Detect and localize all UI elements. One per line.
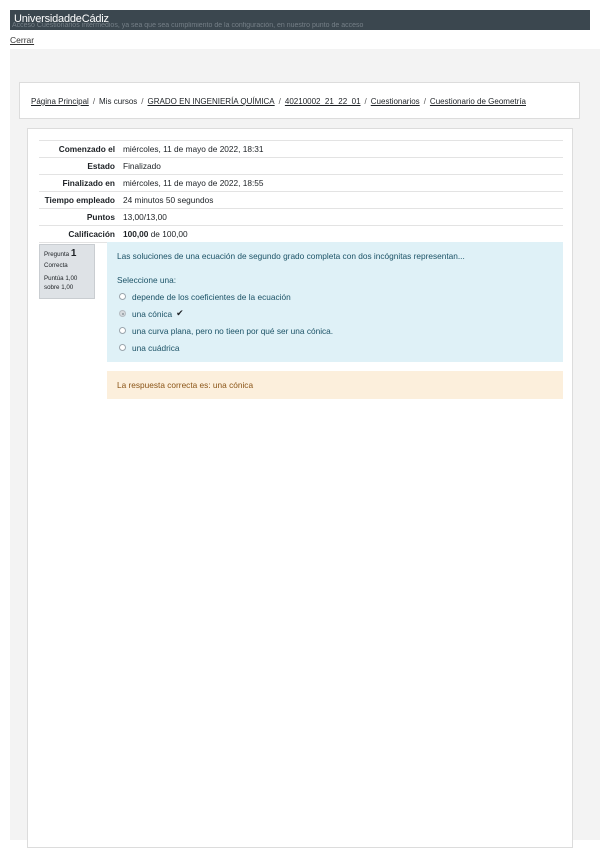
table-row	[39, 141, 563, 158]
university-logo[interactable]: UniversidaddeCádiz	[14, 13, 109, 25]
question-formulation	[107, 242, 563, 362]
breadcrumb-separator: /	[364, 97, 367, 106]
answer-list	[117, 288, 553, 356]
radio-button[interactable]	[119, 327, 126, 334]
faded-notice-text: Acceso Cuestionarios intermedios, ya sea que sea cumplimiento de la configuración, en nuestro punto de acceso	[12, 22, 364, 29]
breadcrumb-item-home[interactable]: Página Principal	[31, 97, 89, 106]
summary-label: Finalizado en	[62, 178, 115, 188]
table-row	[39, 209, 563, 226]
answer-label: una cuádrica	[132, 342, 180, 353]
breadcrumb-item-quiz[interactable]: Cuestionario de Geometría	[429, 97, 526, 106]
question-state: Correcta	[44, 262, 68, 269]
question-label: Pregunta	[44, 251, 70, 258]
question-info-box	[39, 244, 95, 299]
breadcrumb	[31, 97, 526, 106]
question-number: 1	[70, 248, 77, 259]
grade-total: de 100,00	[148, 229, 188, 239]
grade-value: 100,00	[123, 229, 149, 239]
breadcrumb-card	[19, 82, 580, 119]
table-row	[39, 158, 563, 175]
breadcrumb-separator: /	[141, 97, 144, 106]
breadcrumb-separator: /	[278, 97, 281, 106]
radio-button-selected[interactable]	[119, 310, 126, 317]
answer-option[interactable]	[117, 322, 553, 339]
summary-value: 24 minutos 50 segundos	[123, 195, 214, 205]
quiz-review-card	[27, 128, 573, 848]
answer-label: depende de los coeficientes de la ecuación	[132, 291, 291, 302]
table-row	[39, 192, 563, 209]
summary-value: Finalizado	[123, 161, 161, 171]
answer-label: una cónica	[132, 308, 173, 319]
close-link[interactable]: Cerrar	[10, 35, 35, 45]
breadcrumb-item-quizzes[interactable]: Cuestionarios	[370, 97, 420, 106]
correct-answer-feedback: La respuesta correcta es: una cónica	[107, 371, 563, 399]
breadcrumb-item-my-courses: Mis cursos	[99, 97, 138, 106]
summary-value: 13,00/13,00	[123, 212, 167, 222]
summary-label: Tiempo empleado	[44, 195, 115, 205]
answer-option[interactable]	[117, 288, 553, 305]
answer-option[interactable]	[117, 305, 553, 322]
breadcrumb-item-degree[interactable]: GRADO EN INGENIERÍA QUÍMICA	[147, 97, 275, 106]
radio-button[interactable]	[119, 344, 126, 351]
table-row	[39, 226, 563, 243]
checkmark-icon: ✔	[176, 308, 184, 318]
table-row	[39, 175, 563, 192]
answer-option[interactable]	[117, 339, 553, 356]
summary-label: Estado	[87, 161, 115, 171]
summary-value: miércoles, 11 de mayo de 2022, 18:55	[123, 178, 264, 188]
answer-label: una curva plana, pero no tieen por qué ser una cónica.	[132, 325, 334, 336]
radio-button[interactable]	[119, 293, 126, 300]
breadcrumb-item-course[interactable]: 40210002_21_22_01	[284, 97, 361, 106]
answer-prompt: Seleccione una:	[117, 275, 177, 285]
summary-value	[120, 226, 563, 243]
breadcrumb-separator: /	[423, 97, 426, 106]
attempt-summary-table	[39, 140, 563, 243]
summary-label: Puntos	[86, 212, 115, 222]
breadcrumb-separator: /	[92, 97, 96, 106]
question-text: Las soluciones de una ecuación de segundo grado completa con dos incógnitas representan...	[117, 251, 465, 261]
question-grade: Puntúa 1,00 sobre 1,00	[44, 275, 78, 291]
summary-label: Calificación	[68, 229, 115, 239]
summary-label: Comenzado el	[58, 144, 115, 154]
summary-value: miércoles, 11 de mayo de 2022, 18:31	[123, 144, 264, 154]
